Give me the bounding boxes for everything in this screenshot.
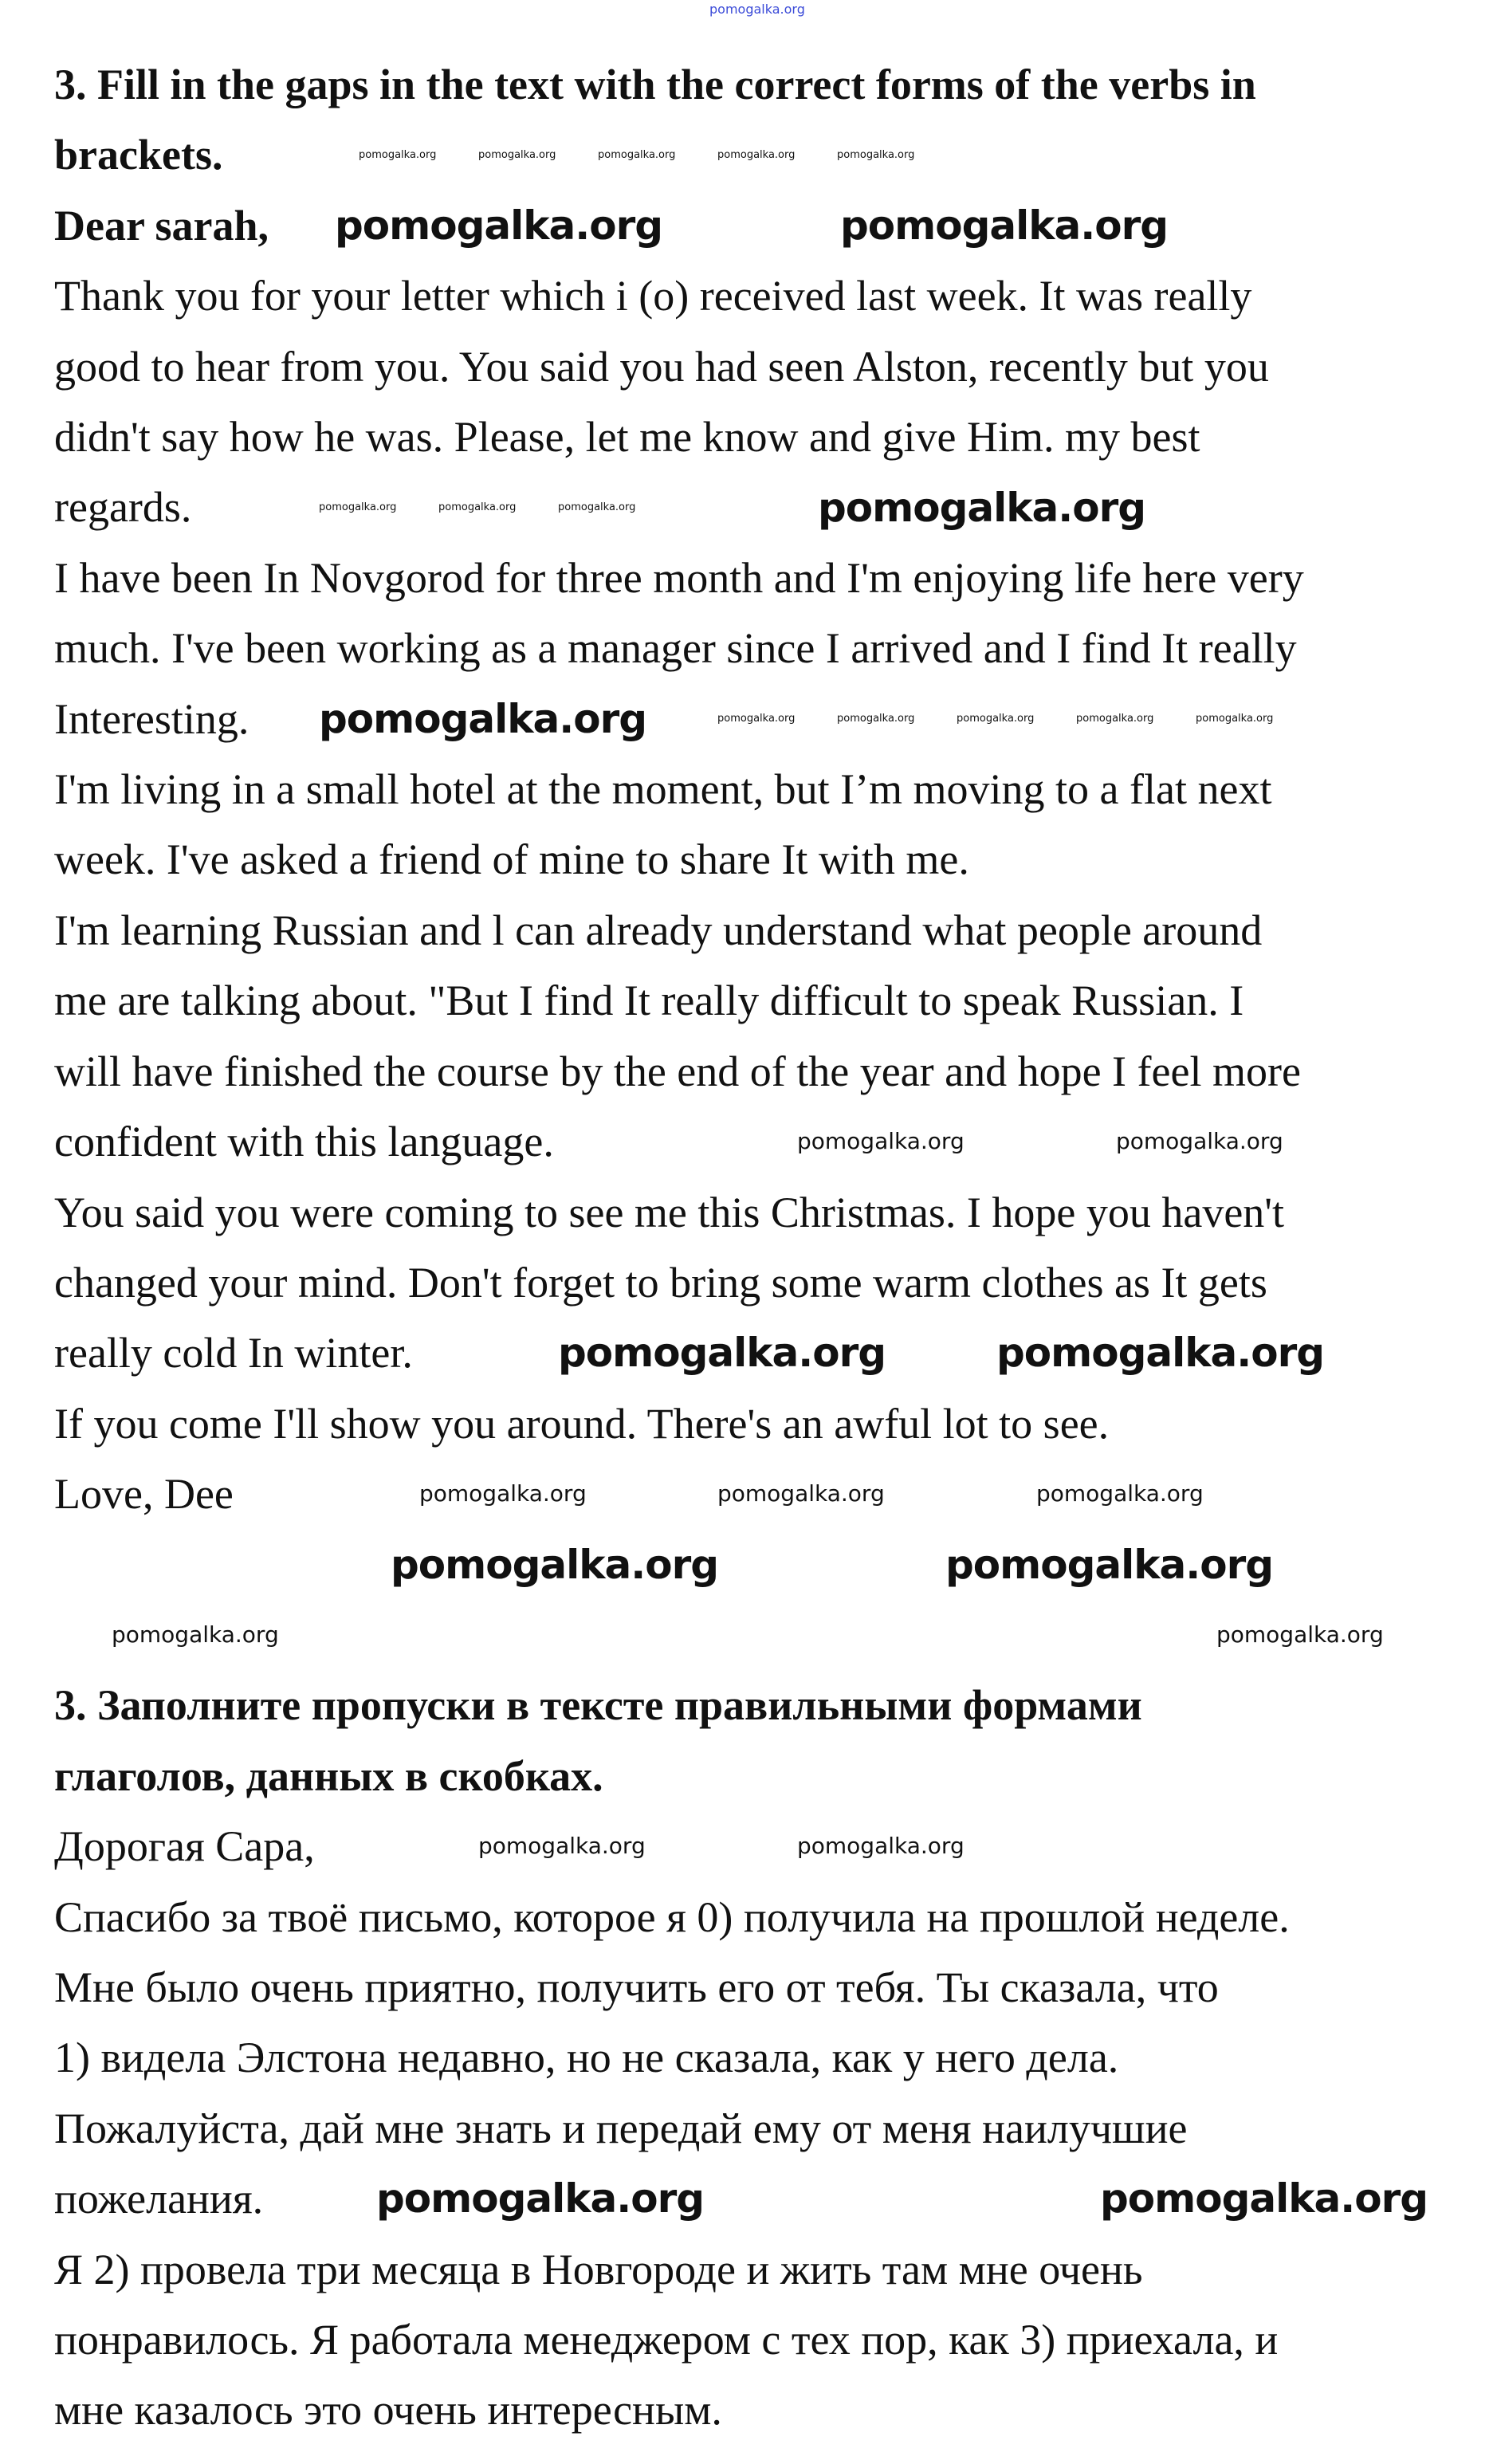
watermark: pomogalka.org [837, 149, 915, 161]
watermark: pomogalka.org [391, 1542, 719, 1588]
english-line: regards. [54, 483, 192, 532]
russian-line: Пожалуйста, дай мне знать и передай ему от меня наилучшие [54, 2104, 1188, 2152]
watermark: pomogalka.org [359, 149, 437, 161]
watermark: pomogalka.org [1036, 1480, 1204, 1507]
watermark: pomogalka.org [717, 713, 796, 725]
russian-greeting: Дорогая Сара, [54, 1822, 315, 1871]
english-line: I'm learning Russian and l can already understand what people around [54, 906, 1263, 954]
watermark: pomogalka.org [558, 501, 636, 513]
russian-line: 1) видела Элстона недавно, но не сказала, как у него дела. [54, 2034, 1119, 2082]
english-line: changed your mind. Don't forget to bring some warm clothes as It gets [54, 1258, 1267, 1307]
english-line: I'm living in a small hotel at the moment, but I’m moving to a flat next [54, 765, 1272, 814]
watermark: pomogalka.org [1196, 713, 1274, 725]
watermark: pomogalka.org [1116, 1128, 1283, 1154]
english-line: didn't say how he was. Please, let me know and give Him. my best [54, 413, 1200, 462]
english-line: confident with this language. [54, 1118, 554, 1166]
watermark: pomogalka.org [438, 501, 517, 513]
watermark: pomogalka.org [419, 1480, 587, 1507]
russian-line: мне казалось это очень интересным. [54, 2386, 722, 2435]
english-line: much. I've been working as a manager since I arrived and I find It really [54, 624, 1297, 673]
english-line: I have been In Novgorod for three month and I'm enjoying life here very [54, 553, 1304, 602]
english-greeting: Dear sarah, [54, 201, 269, 250]
russian-line: Спасибо за твоё письмо, которое я 0) получила на прошлой неделе. [54, 1892, 1290, 1941]
english-line: will have finished the course by the end of the year and hope I feel more [54, 1047, 1301, 1095]
watermark: pomogalka.org [376, 2175, 705, 2222]
english-title-cont: brackets. [54, 131, 223, 179]
watermark: pomogalka.org [1100, 2175, 1428, 2222]
watermark: pomogalka.org [478, 1833, 646, 1859]
watermark: pomogalka.org [717, 149, 796, 161]
watermark: pomogalka.org [319, 501, 397, 513]
watermark: pomogalka.org [112, 1621, 279, 1648]
watermark: pomogalka.org [797, 1833, 965, 1859]
watermark: pomogalka.org [945, 1542, 1274, 1588]
english-line: Interesting. [54, 694, 249, 743]
russian-title-cont: глаголов, данных в скобках. [54, 1751, 603, 1800]
watermark: pomogalka.org [957, 713, 1035, 725]
watermark: pomogalka.org [319, 696, 647, 742]
watermark: pomogalka.org [996, 1330, 1325, 1376]
english-line: week. I've asked a friend of mine to share It with me. [54, 835, 969, 884]
english-signature: Love, Dee [54, 1470, 234, 1519]
watermark: pomogalka.org [797, 1128, 965, 1154]
watermark: pomogalka.org [335, 202, 663, 249]
english-line: me are talking about. "But I find It really difficult to speak Russian. I [54, 977, 1244, 1025]
watermark: pomogalka.org [478, 149, 556, 161]
watermark: pomogalka.org [717, 1480, 885, 1507]
russian-title: 3. Заполните пропуски в тексте правильными формами [54, 1681, 1142, 1730]
english-line: really cold In winter. [54, 1329, 413, 1377]
watermark: pomogalka.org [818, 485, 1146, 531]
russian-line: пожелания. [54, 2175, 264, 2223]
watermark: pomogalka.org [1076, 713, 1154, 725]
russian-line: Я 2) провела три месяца в Новгороде и жить там мне очень [54, 2245, 1143, 2293]
english-line: If you come I'll show you around. There's an awful lot to see. [54, 1399, 1110, 1448]
watermark: pomogalka.org [709, 2, 805, 17]
watermark: pomogalka.org [837, 713, 915, 725]
english-line: You said you were coming to see me this Christmas. I hope you haven't [54, 1188, 1285, 1236]
russian-line: Мне было очень приятно, получить его от тебя. Ты сказала, что [54, 1963, 1219, 2011]
english-line: Thank you for your letter which i (o) received last week. It was really [54, 272, 1252, 320]
watermark: pomogalka.org [1216, 1621, 1384, 1648]
english-line: good to hear from you. You said you had seen Alston, recently but you [54, 342, 1269, 391]
watermark: pomogalka.org [558, 1330, 886, 1376]
document [54, 49, 1441, 2446]
russian-line: понравилось. Я работала менеджером с тех пор, как 3) приехала, и [54, 2315, 1279, 2364]
watermark: pomogalka.org [840, 202, 1169, 249]
watermark: pomogalka.org [598, 149, 676, 161]
english-title: 3. Fill in the gaps in the text with the correct forms of the verbs in [54, 61, 1256, 108]
